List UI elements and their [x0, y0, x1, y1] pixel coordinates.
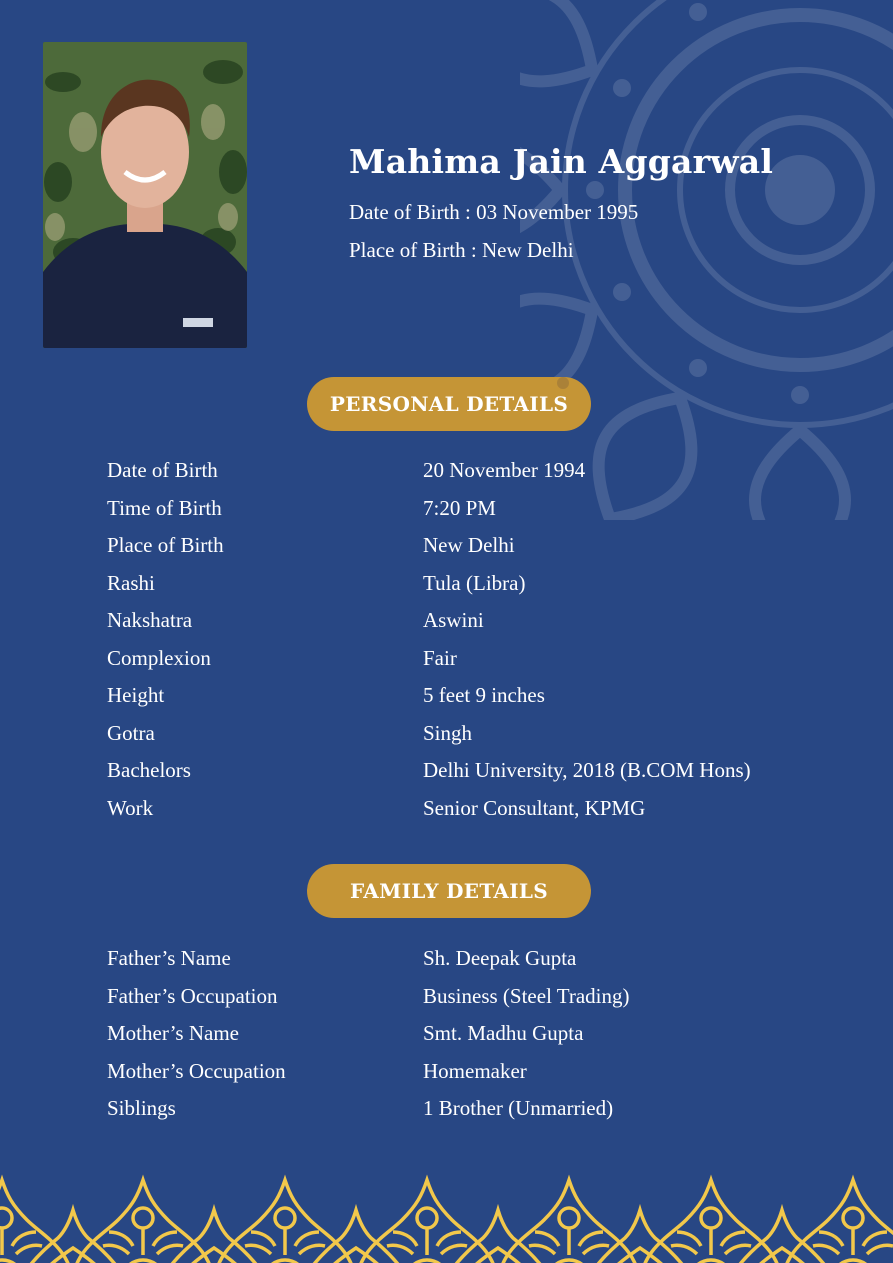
detail-label: Place of Birth [107, 533, 224, 558]
detail-label: Rashi [107, 570, 155, 595]
detail-value: 20 November 1994 [423, 458, 586, 483]
detail-label: Father’s Name [107, 946, 231, 971]
detail-row [107, 565, 827, 603]
family-details-list [107, 940, 827, 1128]
family-details-heading [307, 864, 591, 918]
detail-value: Homemaker [423, 1058, 527, 1083]
detail-value: 1 Brother (Unmarried) [423, 1096, 614, 1121]
profile-place-of-birth: Place of Birth : New Delhi [349, 238, 574, 262]
detail-value: Business (Steel Trading) [423, 983, 630, 1008]
profile-photo [43, 42, 247, 348]
detail-label: Height [107, 683, 165, 708]
detail-label: Bachelors [107, 758, 191, 783]
gold-ornament-border [0, 1160, 893, 1263]
detail-label: Mother’s Name [107, 1021, 239, 1046]
detail-value: Aswini [423, 608, 484, 633]
detail-row [107, 1053, 827, 1091]
detail-row [107, 640, 827, 678]
mandala-decoration [520, 0, 893, 520]
detail-row [107, 677, 827, 715]
detail-row [107, 978, 827, 1016]
detail-value: 5 feet 9 inches [423, 683, 545, 708]
detail-value: 7:20 PM [423, 495, 496, 520]
detail-label: Nakshatra [107, 608, 193, 633]
detail-label: Time of Birth [107, 495, 222, 520]
detail-label: Siblings [107, 1096, 176, 1121]
personal-details-list [107, 452, 827, 827]
detail-label: Father’s Occupation [107, 983, 278, 1008]
shirt-logo [183, 318, 213, 327]
detail-row [107, 752, 827, 790]
detail-row [107, 790, 827, 828]
detail-row [107, 452, 827, 490]
detail-row [107, 527, 827, 565]
detail-value: Senior Consultant, KPMG [423, 795, 646, 820]
detail-label: Complexion [107, 645, 211, 670]
detail-label: Work [107, 795, 154, 820]
profile-name: Mahima Jain Aggarwal [349, 142, 774, 181]
detail-value: Smt. Madhu Gupta [423, 1021, 584, 1046]
detail-label: Gotra [107, 720, 155, 745]
detail-value: Sh. Deepak Gupta [423, 946, 577, 971]
personal-details-title: PERSONAL DETAILS [329, 392, 569, 416]
detail-row [107, 602, 827, 640]
detail-value: Fair [423, 645, 457, 670]
detail-row [107, 1015, 827, 1053]
detail-row [107, 1090, 827, 1128]
detail-label: Date of Birth [107, 458, 218, 483]
profile-date-of-birth: Date of Birth : 03 November 1995 [349, 200, 639, 224]
decorative-dot [557, 377, 569, 389]
family-details-title: FAMILY DETAILS [349, 879, 549, 903]
detail-row [107, 490, 827, 528]
detail-row [107, 715, 827, 753]
detail-row [107, 940, 827, 978]
detail-label: Mother’s Occupation [107, 1058, 286, 1083]
personal-details-heading [307, 377, 591, 431]
detail-value: Singh [423, 720, 473, 745]
detail-value: Delhi University, 2018 (B.COM Hons) [423, 758, 751, 783]
detail-value: Tula (Libra) [423, 570, 526, 595]
detail-value: New Delhi [423, 533, 515, 558]
